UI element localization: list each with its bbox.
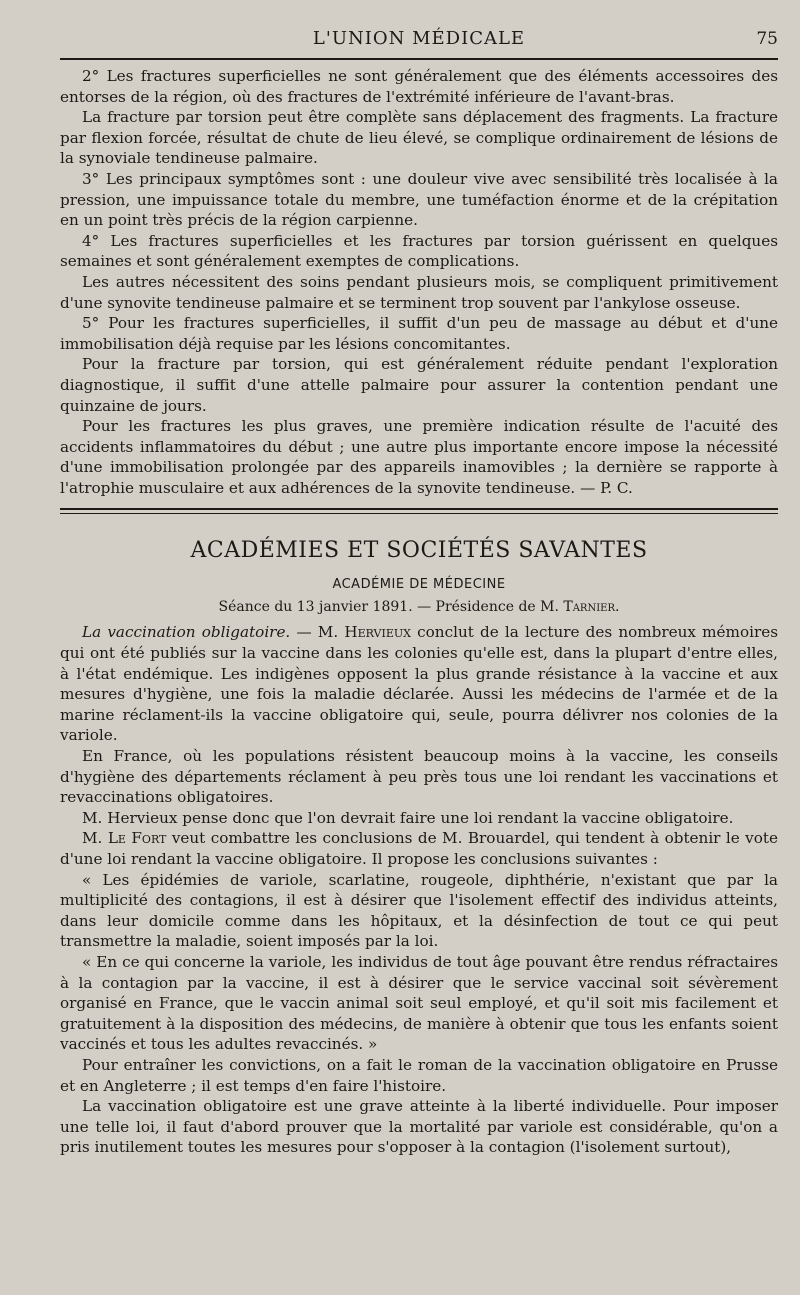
paragraph: 2° Les fractures superficielles ne sont généralement que des éléments accessoires des entorses de la région, où des fractures de l'extrémité inférieure de l'avant-bras.: [60, 67, 778, 106]
paragraph: M. Hervieux pense donc que l'on devrait faire une loi rendant la vaccine obligatoire.: [82, 808, 734, 827]
section-title: ACADÉMIES ET SOCIÉTÉS SAVANTES: [190, 538, 648, 564]
paragraph: La vaccination obligatoire est une grave atteinte à la liberté individuelle. Pour imposer une telle loi, il faut d'abord prouver que la mortalité par variole est considérable, qu'on a pris inutilement toutes les mesures pour s'opposer à la contagion (l'isolement surtout),: [60, 1097, 778, 1157]
president-name: Tarnier.: [563, 599, 620, 616]
dash: — M.: [290, 623, 345, 642]
author-signature: — P. C.: [580, 478, 633, 497]
paragraph: 5° Pour les fractures superficielles, il suffit d'un peu de massage au début et d'une immobilisation déjà requise par les lésions concomitantes.: [60, 314, 778, 353]
section-separator: [60, 508, 778, 510]
session-line: [60, 596, 778, 618]
subsection-title: ACADÉMIE DE MÉDECINE: [332, 577, 506, 593]
name-prefix: M.: [82, 829, 108, 848]
paragraph: [60, 828, 778, 869]
paragraph: 3° Les principaux symptômes sont : une douleur vive avec sensibilité très localisée à la pression, une impuissance totale du membre, une tuméfaction énorme et de la crépitation en un point très précis de la région carpienne.: [60, 169, 778, 230]
header-rule: [60, 58, 778, 60]
quote-paragraph: « En ce qui concerne la variole, les individus de tout âge pouvant être rendus réfractaires à la contagion par la vaccine, il est à désirer que le service vaccinal soit sévèrement organisé en France, que le vaccin animal soit seul employé, et qu'il soit mis facilement et gratuitement à la disposition des médecins, de manière à obtenir que tous les enfants soient vaccinés et tous les adultes revaccinés. »: [60, 952, 778, 1054]
journal-title: L'UNION MÉDICALE: [312, 28, 526, 49]
paragraph: La fracture par torsion peut être complète sans déplacement des fragments. La fracture par flexion forcée, résultat de chute de lieu élevé, se complique ordinairement de lésions de la synoviale tendineuse palmaire.: [60, 108, 778, 168]
academy-report: [60, 622, 778, 1157]
speaker-name: Le Fort: [107, 829, 167, 848]
speaker-name: Hervieux: [344, 623, 411, 642]
paragraph: Pour la fracture par torsion, qui est généralement réduite pendant l'exploration diagnostique, il suffit d'une attelle palmaire pour assurer la contention pendant une quinzaine de jours.: [60, 355, 778, 415]
paragraph-text: veut combattre les conclusions de M. Brouardel, qui tendent à obtenir le vote d'une loi rendant la vaccine obligatoire. Il propose les conclusions suivantes :: [60, 829, 778, 868]
paragraph-text: Pour les fractures les plus graves, une première indication résulte de l'acuité des accidents inflammatoires du début ; une autre plus importante encore impose la nécessité d'une immobilisation prolongée par des appareils inamovibles ; la dernière se rapporte à l'atrophie musculaire et aux adhérences de la synovite tendineuse.: [60, 417, 778, 497]
page-header: [60, 24, 778, 54]
paragraph: 4° Les fractures superficielles et les fractures par torsion guérissent en quelques semaines et sont généralement exemptes de complications.: [60, 231, 778, 271]
paragraph: [60, 622, 778, 746]
topic-heading: La vaccination obligatoire.: [82, 623, 291, 642]
session-text: Séance du 13 janvier 1891. — Présidence de M.: [218, 599, 559, 616]
paragraph: [60, 416, 778, 498]
paragraph: Les autres nécessitent des soins pendant plusieurs mois, se compliquent primitivement d'une synovite tendineuse palmaire et se terminent trop souvent par l'ankylose osseuse.: [60, 272, 778, 312]
page-number: 75: [756, 29, 778, 49]
paragraph: En France, où les populations résistent beaucoup moins à la vaccine, les conseils d'hygiène des départements réclament à peu près tous une loi rendant les vaccinations et revaccinations obligatoires.: [60, 747, 778, 807]
quote-paragraph: « Les épidémies de variole, scarlatine, rougeole, diphthérie, n'existant que par la multiplicité des contagions, il est à désirer que l'isolement effectif des individus atteints, dans leur domicile comme dans les hôpitaux, et la désinfection de tout ce qui peut transmettre la maladie, soient imposés par la loi.: [60, 870, 778, 951]
section-separator-thin: [60, 513, 778, 514]
paragraph-text: conclut de la lecture des nombreux mémoires qui ont été publiés sur la vaccine dans les colonies qu'elle est, dans la plupart d'entre elles, à l'état endémique. Les indigènes opposent la plus grande résistance à la vaccine et aux mesures d'hygiène, une fois la maladie déclarée. Aussi les médecins de l'armée et de la marine réclament-ils la vaccine obligatoire qui, seule, pourra délivrer nos colonies de la variole.: [60, 623, 778, 745]
paragraph: Pour entraîner les convictions, on a fait le roman de la vaccination obligatoire en Prusse et en Angleterre ; il est temps d'en faire l'histoire.: [60, 1055, 778, 1095]
article-continuation: [60, 66, 778, 498]
